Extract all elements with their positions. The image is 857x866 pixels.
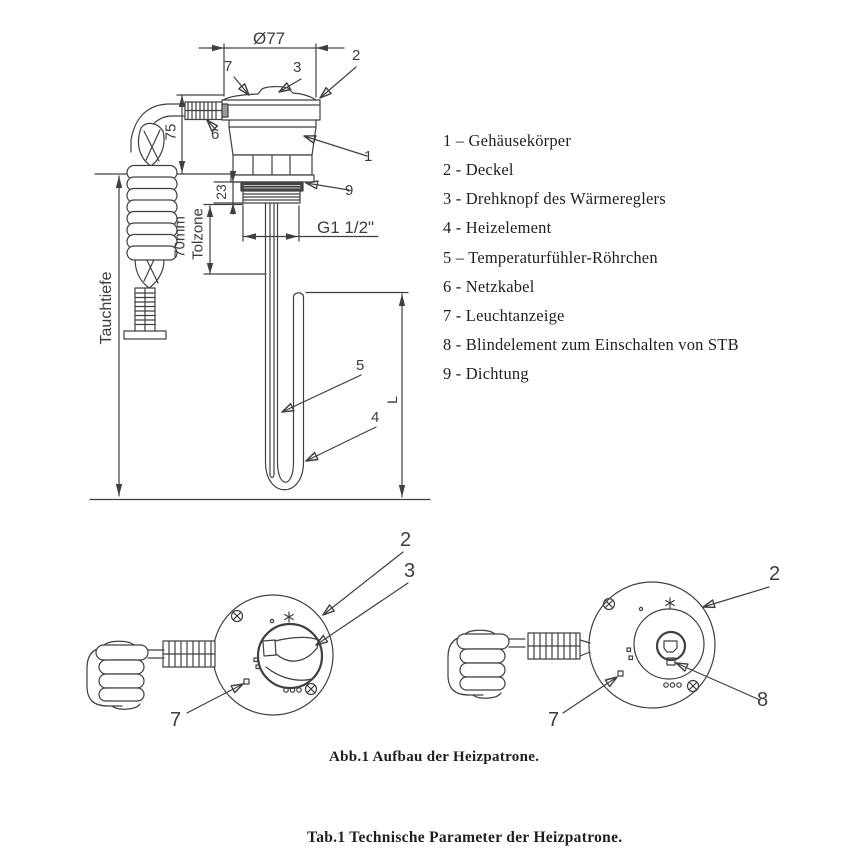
dim-thread-size: G1 1/2" <box>317 218 375 237</box>
callout-lamp: 7 <box>224 58 233 75</box>
cover-view-with-knob <box>87 552 408 715</box>
callout-right-lamp: 7 <box>548 709 560 731</box>
callout-right-cover: 2 <box>769 563 781 585</box>
legend-item: 5 – Temperaturfühler-Röhrchen <box>443 248 658 267</box>
legend-item: 2 - Deckel <box>443 160 514 179</box>
legend-item: 6 - Netzkabel <box>443 277 535 296</box>
legend-item: 4 - Heizelement <box>443 218 552 237</box>
callout-cover: 2 <box>352 47 361 64</box>
dim-seal-height: 23 <box>213 184 229 200</box>
legend-item: 3 - Drehknopf des Wärmereglers <box>443 189 666 208</box>
dim-length: L <box>384 396 400 404</box>
dim-deadzone-label: Tolzone <box>189 208 207 260</box>
dim-deadzone-value: 70mm <box>171 216 189 258</box>
legend-item: 1 – Gehäusekörper <box>443 131 572 150</box>
callout-sensor-tube: 5 <box>356 357 365 374</box>
legend-item: 7 - Leuchtanzeige <box>443 306 565 325</box>
callout-right-blind: 8 <box>757 689 769 711</box>
legend-item: 9 - Dichtung <box>443 364 529 383</box>
cover-view-without-knob <box>448 582 769 713</box>
callout-cable: 6 <box>211 126 220 143</box>
callout-left-cover: 2 <box>400 529 412 551</box>
legend-item: 8 - Blindelement zum Einschalten von STB <box>443 335 739 354</box>
figure-caption: Abb.1 Aufbau der Heizpatrone. <box>329 749 540 765</box>
callout-left-knob: 3 <box>404 560 416 582</box>
table-caption: Tab.1 Technische Parameter der Heizpatrone. <box>307 829 623 846</box>
callout-heater: 4 <box>371 409 380 426</box>
dim-head-height: 75 <box>162 123 180 141</box>
callout-left-lamp: 7 <box>170 709 182 731</box>
callout-housing: 1 <box>364 148 373 165</box>
callout-knob: 3 <box>293 59 302 76</box>
dim-diameter: Ø77 <box>253 29 286 48</box>
assembly-drawing <box>90 44 430 500</box>
callout-seal: 9 <box>345 182 354 199</box>
dim-immersion-depth: Tauchtiefe <box>98 271 115 345</box>
